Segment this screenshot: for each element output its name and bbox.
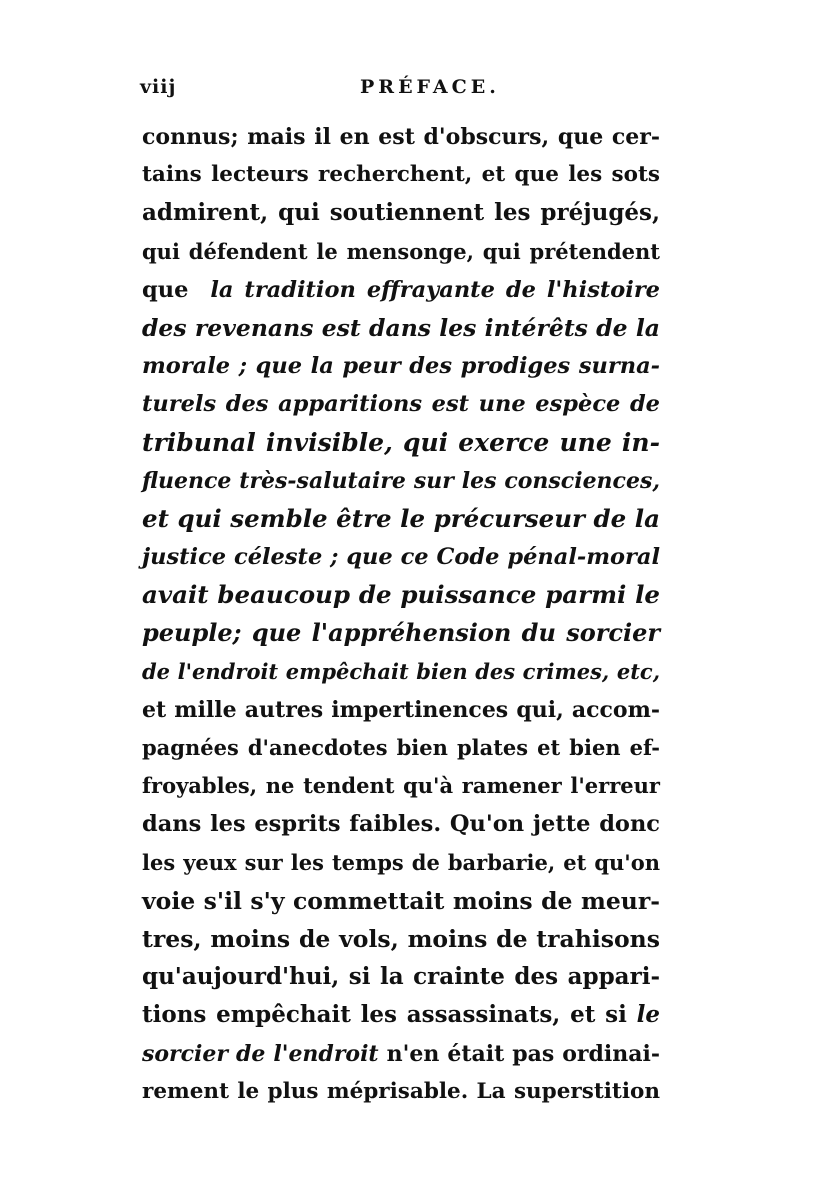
text-segment-italic: le — [636, 1001, 660, 1029]
text-line: voie s'il s'y commettait moins de meur- — [142, 886, 660, 915]
text-segment: que — [142, 276, 189, 303]
text-line-italic: avait beaucoup de puissance parmi le — [142, 580, 660, 610]
text-line-italic: de l'endroit empêchait bien des crimes, etc, — [142, 658, 660, 684]
text-line: pagnées d'anecdotes bien plates et bien ef- — [142, 735, 660, 760]
text-line: rement le plus méprisable. La superstition — [142, 1078, 660, 1104]
text-line: qu'aujourd'hui, si la crainte des appari- — [142, 963, 660, 991]
text-line: tres, moins de vols, moins de trahisons — [142, 924, 660, 953]
text-line-mixed — [142, 271, 660, 309]
text-line-italic: fluence très-salutaire sur les consciences, — [142, 467, 660, 494]
page-number: viij — [140, 76, 177, 98]
text-line-mixed — [142, 1035, 660, 1073]
text-line-italic: des revenans est dans les intérêts de la — [142, 313, 660, 342]
body-text — [142, 118, 660, 1111]
text-line: et mille autres impertinences qui, accom- — [142, 696, 660, 723]
text-line: dans les esprits faibles. Qu'on jette donc — [142, 811, 660, 838]
text-line: tains lecteurs recherchent, et que les sots — [142, 162, 660, 188]
text-line: froyables, ne tendent qu'à ramener l'erreur — [142, 773, 660, 799]
text-line: admirent, qui soutiennent les préjugés, — [142, 199, 660, 227]
text-line: qui défendent le mensonge, qui prétendent — [142, 238, 660, 264]
text-segment: n'en était pas ordinai- — [386, 1040, 660, 1067]
text-segment: tions empêchait les assassinats, et si — [142, 1001, 627, 1029]
running-head: PRÉFACE. — [360, 76, 500, 98]
text-segment-italic: la tradition effrayante de l'histoire — [210, 276, 660, 303]
text-line-italic: turels des apparitions est une espèce de — [142, 391, 660, 418]
text-line-mixed — [142, 996, 660, 1034]
text-line-italic: et qui semble être le précurseur de la — [142, 503, 660, 533]
text-line: les yeux sur les temps de barbarie, et qu'on — [142, 849, 660, 875]
text-segment-italic: sorcier de l'endroit — [142, 1040, 379, 1067]
text-line-italic: tribunal invisible, qui exerce une in- — [142, 427, 660, 457]
text-line-italic: justice céleste ; que ce Code pénal-moral — [142, 544, 660, 571]
text-line: connus; mais il en est d'obscurs, que cer- — [142, 124, 660, 150]
text-line-italic: peuple; que l'appréhension du sorcier — [142, 618, 660, 648]
page-header — [140, 76, 660, 106]
text-line-italic: morale ; que la peur des prodiges surna- — [142, 353, 660, 380]
